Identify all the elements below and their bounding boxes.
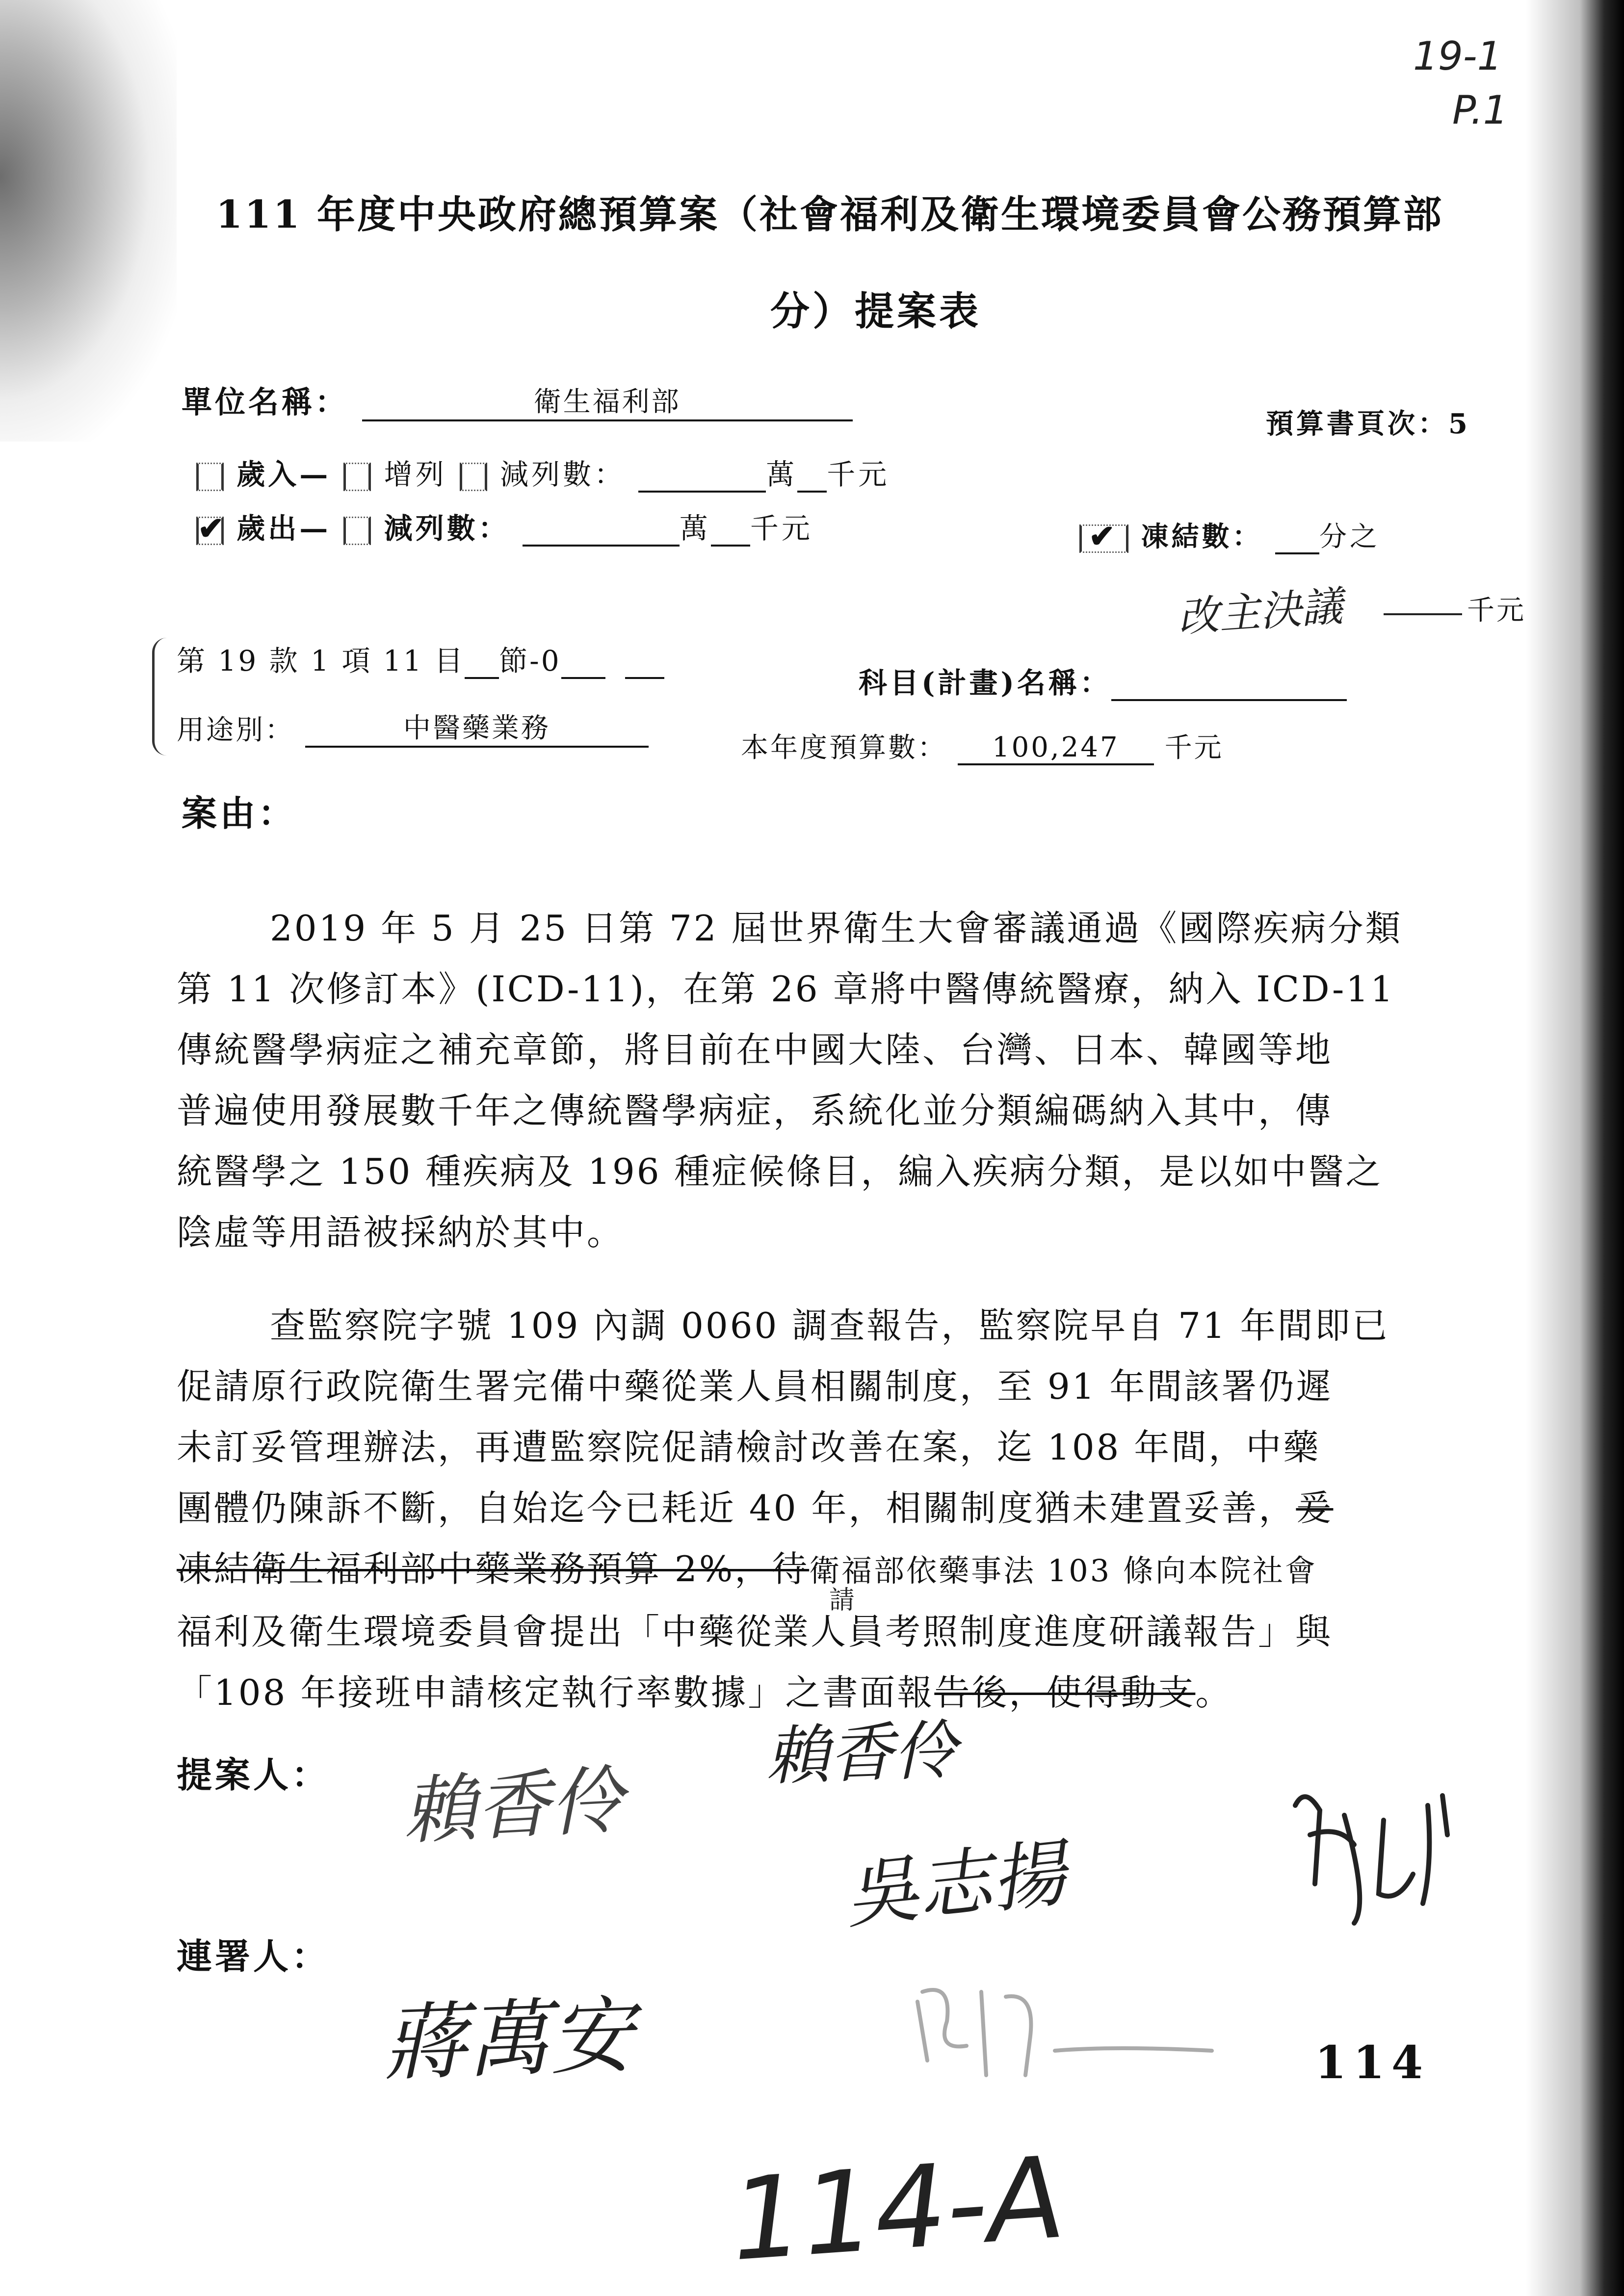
scan-shadow-left	[0, 0, 177, 442]
budget-page-value: 5	[1448, 408, 1470, 440]
para1-line-2: 第 11 次修訂本》(ICD-11)，在第 26 章將中醫傳統醫療，納入 ICD-11	[177, 968, 1395, 1010]
expense-qian-blank	[711, 545, 750, 547]
expense-decrease-checkbox[interactable]	[343, 517, 371, 545]
expense-decrease-label: 減列數：	[384, 512, 510, 545]
item-row	[177, 638, 664, 679]
signature-4	[1285, 1776, 1482, 1933]
purpose-value	[305, 706, 649, 748]
subject-label: 科目(計畫)名稱：	[859, 666, 1111, 700]
signature-scribble-icon	[1285, 1776, 1482, 1933]
faint-signature-icon	[908, 1962, 1222, 2090]
cosigner-label: 連署人：	[177, 1935, 330, 1977]
revenue-decrease-checkbox[interactable]	[460, 463, 487, 491]
corner-note	[1413, 29, 1508, 137]
page-title-line2: 分）提案表	[770, 288, 981, 334]
handwritten-page-number: 114-A	[727, 2132, 1069, 2287]
expense-row	[196, 505, 813, 547]
reason-paragraph-2	[177, 1295, 1389, 1723]
expense-prefix: 歲出—	[236, 512, 331, 545]
revenue-increase-label: 增列	[384, 458, 447, 491]
annual-budget-value-text: 100,247	[992, 731, 1120, 763]
signature-1: 賴香伶	[400, 1758, 626, 1855]
annual-budget-row	[741, 726, 1224, 765]
para1-line-4: 普遍使用發展數千年之傳統醫學病症，系統化並分類編碼納入其中，傳	[177, 1090, 1333, 1131]
expense-amount-blank	[523, 545, 680, 547]
para2-line-4	[177, 1478, 1389, 1539]
para2-line-4-text: 團體仍陳訴不斷，自始迄今已耗近 40 年，相關制度猶未建置妥善，	[177, 1487, 1296, 1529]
item-blank-3	[625, 677, 664, 679]
revenue-decrease-label: 減列數：	[500, 458, 626, 491]
item-jie: 節-0	[499, 644, 561, 678]
para2-line-2: 促請原行政院衛生署完備中藥從業人員相關制度，至 91 年間該署仍遲	[177, 1366, 1334, 1407]
para2-line-5-text: 衛福部依藥事法 103 條向本院社會	[809, 1553, 1317, 1589]
para2-insert-handwritten: 請	[829, 1586, 857, 1615]
annual-budget-value	[958, 731, 1154, 765]
freeze-line	[1384, 613, 1462, 615]
freeze-qian: 千元	[1467, 595, 1526, 626]
page-number: 114	[1315, 2036, 1430, 2089]
item-blank-2	[561, 677, 605, 679]
subject-blank	[1111, 699, 1347, 701]
scan-shadow-right	[1526, 0, 1624, 2296]
revenue-checkbox[interactable]	[196, 463, 224, 491]
annual-budget-label: 本年度預算數：	[741, 732, 947, 764]
annual-budget-unit: 千元	[1164, 732, 1224, 764]
freeze-fraction: 分之	[1319, 521, 1380, 553]
para1-line-6: 陰虛等用語被採納於其中。	[177, 1212, 625, 1253]
revenue-qian-blank	[797, 491, 827, 493]
proposer-label: 提案人：	[177, 1754, 330, 1796]
revenue-row	[196, 451, 890, 493]
budget-page-row	[1266, 402, 1470, 442]
unit-value	[362, 380, 853, 421]
checkmark-icon: ✔	[198, 510, 227, 547]
para2-line-6: 福利及衛生環境委員會提出「中藥從業人員考照制度進度研議報告」與	[177, 1611, 1333, 1652]
unit-row	[182, 378, 853, 421]
unit-label: 單位名稱：	[182, 384, 349, 420]
item-text: 第 19 款 1 項 11 目	[177, 644, 465, 678]
para2-line-5	[177, 1539, 1389, 1615]
freeze-checkbox[interactable]	[1079, 518, 1128, 555]
purpose-value-text: 中醫藥業務	[403, 712, 550, 744]
revenue-amount-blank	[638, 491, 766, 493]
subject-row	[859, 660, 1347, 701]
expense-qian: 千元	[750, 512, 813, 545]
reason-paragraph-1	[177, 898, 1403, 1263]
revenue-wan: 萬	[766, 458, 798, 491]
page-title: 111 年度中央政府總預算案（社會福利及衛生環境委員會公務預算部	[216, 192, 1443, 237]
para2-line-4-struck: 爰	[1296, 1487, 1334, 1529]
item-bracket	[152, 638, 174, 756]
reason-label: 案由：	[182, 792, 297, 834]
corner-note-line1: 19-1	[1413, 33, 1502, 79]
cosigner-signature-2	[908, 1962, 1222, 2090]
corner-note-line2: P.1	[1452, 87, 1508, 133]
signature-3: 吳志揚	[840, 1830, 1070, 1939]
revenue-prefix: 歲入—	[236, 458, 331, 491]
budget-page-label: 預算書頁次：	[1266, 408, 1448, 440]
revenue-qian: 千元	[827, 458, 890, 491]
cosigner-signature-1: 蔣萬安	[381, 1987, 635, 2093]
para1-line-5: 統醫學之 150 種疾病及 196 種症候條目，編入疾病分類，是以如中醫之	[177, 1151, 1383, 1192]
signature-2: 賴香伶	[764, 1713, 958, 1794]
para1-line-3: 傳統醫學病症之補充章節，將目前在中國大陸、台灣、日本、韓國等地	[177, 1029, 1333, 1070]
unit-value-text: 衛生福利部	[533, 386, 681, 418]
purpose-row	[177, 706, 649, 748]
para1-line-1: 2019 年 5 月 25 日第 72 屆世界衛生大會審議通過《國際疾病分類	[270, 908, 1403, 949]
checkmark-icon: ✔	[1089, 518, 1118, 555]
freeze-blank	[1275, 552, 1319, 554]
item-blank-1	[465, 677, 499, 679]
para2-line-7-struck: 告後，使得動支	[934, 1672, 1196, 1713]
freeze-row	[1079, 515, 1380, 554]
para2-line-5-struck: 凍結衛生福利部中藥業務預算 2%，待	[177, 1548, 810, 1590]
freeze-handwritten: 改主決議	[1176, 582, 1344, 642]
para2-line-7-end: 。	[1195, 1672, 1233, 1713]
expense-wan: 萬	[679, 512, 711, 545]
expense-checkbox[interactable]	[196, 510, 227, 547]
revenue-increase-checkbox[interactable]	[343, 463, 371, 491]
purpose-label: 用途別：	[177, 714, 294, 746]
freeze-label: 凍結數：	[1141, 521, 1263, 553]
para2-line-3: 未訂妥管理辦法，再遭監察院促請檢討改善在案，迄 108 年間，中藥	[177, 1427, 1321, 1468]
para2-line-7-text: 「108 年接班申請核定執行率數據」之書面報	[177, 1672, 935, 1713]
para2-line-1: 查監察院字號 109 內調 0060 調查報告，監察院早自 71 年間即已	[270, 1305, 1389, 1346]
